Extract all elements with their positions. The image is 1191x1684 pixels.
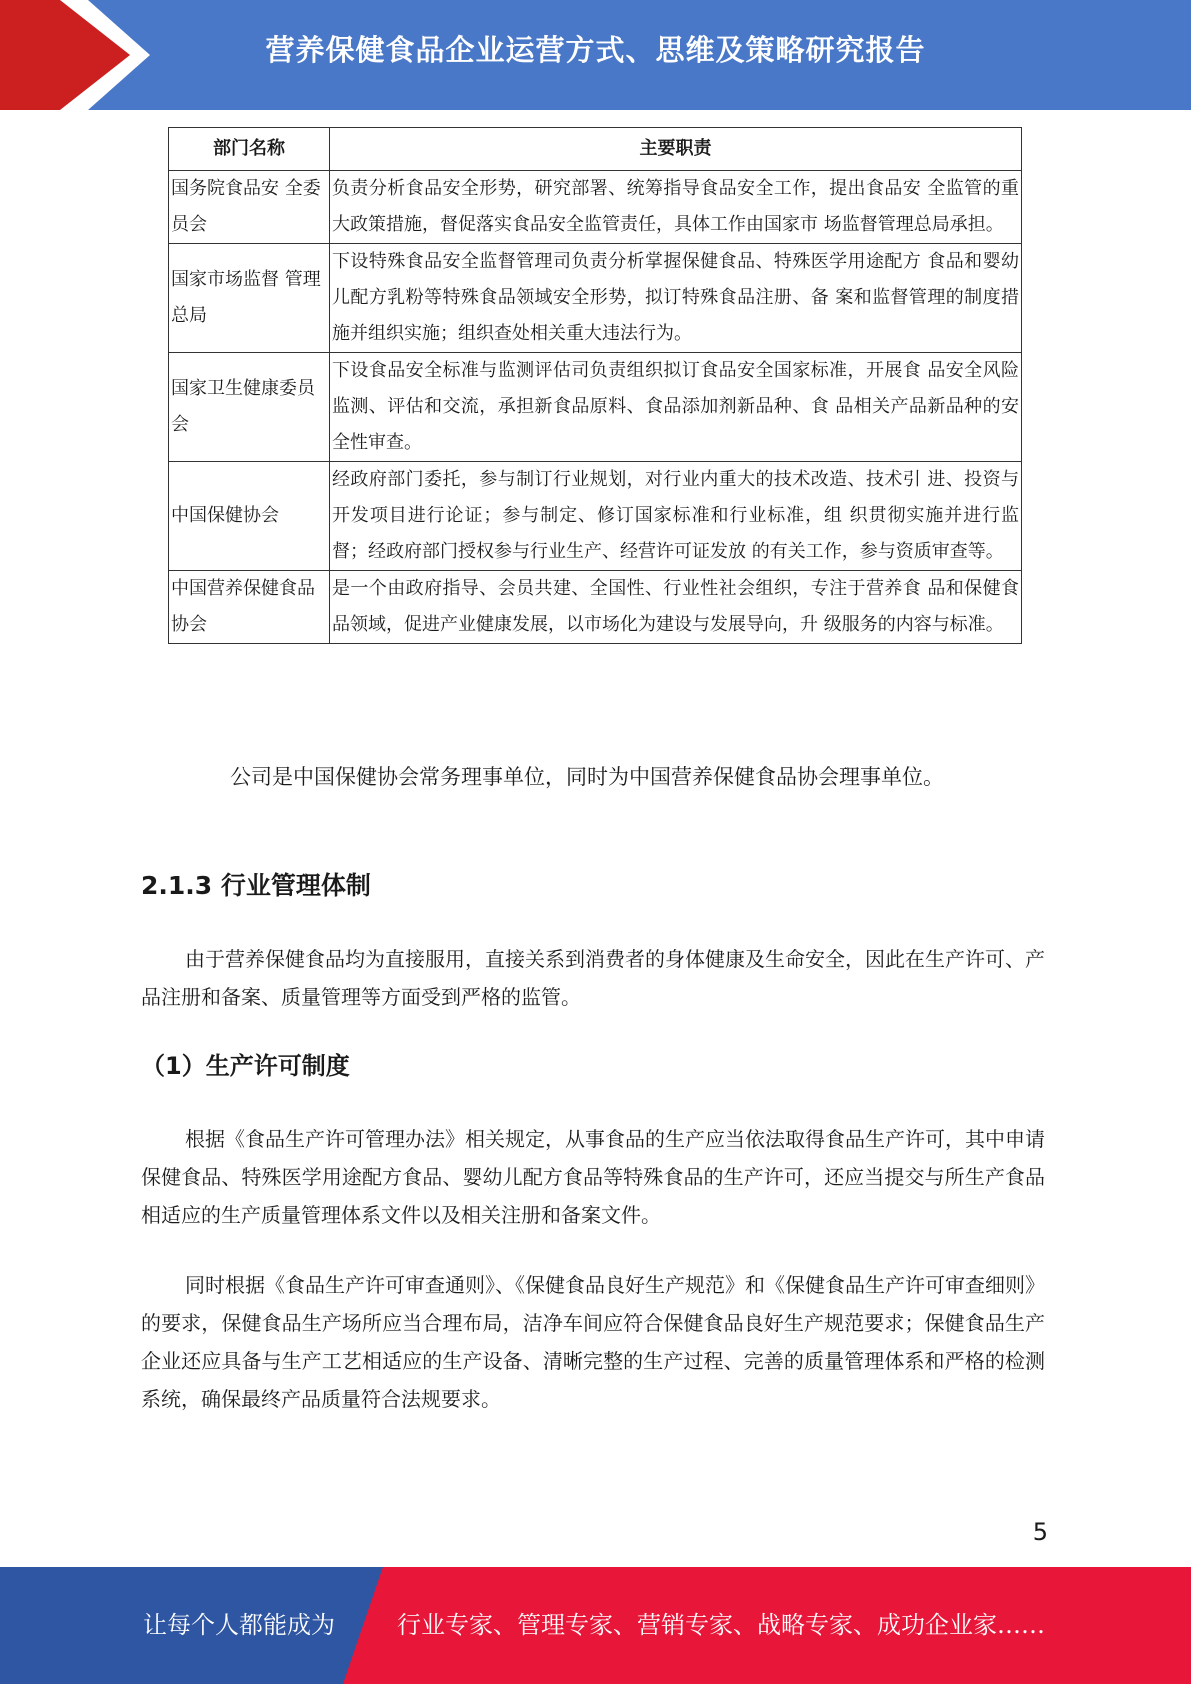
column-header-duty: 主要职责 [330,128,1022,171]
section-intro-paragraph: 由于营养保健食品均为直接服用，直接关系到消费者的身体健康及生命安全，因此在生产许可、产品注册和备案、质量管理等方面受到严格的监管。 [141,947,1045,1009]
section-heading: 2.1.3 行业管理体制 [141,871,371,900]
membership-paragraph: 公司是中国保健协会常务理事单位，同时为中国营养保健食品协会理事单位。 [230,765,944,789]
table-row [169,171,1022,244]
department-name: 国务院食品安 全委员会 [169,171,330,244]
table-row [169,571,1022,644]
department-duty: 经政府部门委托，参与制订行业规划，对行业内重大的技术改造、技术引 进、投资与开发项目进行论证；参与制定、修订国家标准和行业标准，组 织贯彻实施并进行监督；经政府部门授权参与行业生产、经营许可证发放 的有关工作，参与资质审查等。 [330,462,1022,571]
department-name: 中国营养保健食品协会 [169,571,330,644]
header-arrow-decoration [0,0,160,110]
footer-slogan-left: 让每个人都能成为 [143,1611,335,1639]
column-header-department: 部门名称 [169,128,330,171]
page-number: 5 [1032,1518,1048,1546]
department-name: 中国保健协会 [169,462,330,571]
table-row [169,353,1022,462]
department-duty-table [168,127,1022,644]
report-title: 营养保健食品企业运营方式、思维及策略研究报告 [265,33,926,67]
department-name: 国家市场监督 管理总局 [169,244,330,353]
department-duty: 下设特殊食品安全监督管理司负责分析掌握保健食品、特殊医学用途配方 食品和婴幼儿配方乳粉等特殊食品领域安全形势，拟订特殊食品注册、备 案和监督管理的制度措施并组织实施；组织查处相关重大违法行为。 [330,244,1022,353]
department-duty: 是一个由政府指导、会员共建、全国性、行业性社会组织，专注于营养食 品和保健食品领域，促进产业健康发展，以市场化为建设与发展导向，升 级服务的内容与标准。 [330,571,1022,644]
table-header-row [169,128,1022,171]
table-row [169,462,1022,571]
footer-slogan-right: 行业专家、管理专家、营销专家、战略专家、成功企业家…… [397,1611,1045,1639]
table-row [169,244,1022,353]
page-header [0,0,1191,110]
department-duty: 下设食品安全标准与监测评估司负责组织拟订食品安全国家标准，开展食 品安全风险监测、评估和交流，承担新食品原料、食品添加剂新品种、食 品相关产品新品种的安全性审查。 [330,353,1022,462]
department-name: 国家卫生健康委员会 [169,353,330,462]
page-footer [0,1567,1191,1684]
license-paragraph-1: 根据《食品生产许可管理办法》相关规定，从事食品的生产应当依法取得食品生产许可，其中申请保健食品、特殊医学用途配方食品、婴幼儿配方食品等特殊食品的生产许可，还应当提交与所生产食品相适应的生产质量管理体系文件以及相关注册和备案文件。 [141,1127,1045,1227]
subsection-heading: （1）生产许可制度 [141,1052,350,1080]
license-paragraph-2: 同时根据《食品生产许可审查通则》、《保健食品良好生产规范》和《保健食品生产许可审查细则》的要求，保健食品生产场所应当合理布局，洁净车间应符合保健食品良好生产规范要求；保健食品生产企业还应具备与生产工艺相适应的生产设备、清晰完整的生产过程、完善的质量管理体系和严格的检测系统，确保最终产品质量符合法规要求。 [141,1273,1045,1411]
department-duty: 负责分析食品安全形势，研究部署、统筹指导食品安全工作，提出食品安 全监管的重大政策措施，督促落实食品安全监管责任，具体工作由国家市 场监督管理总局承担。 [330,171,1022,244]
